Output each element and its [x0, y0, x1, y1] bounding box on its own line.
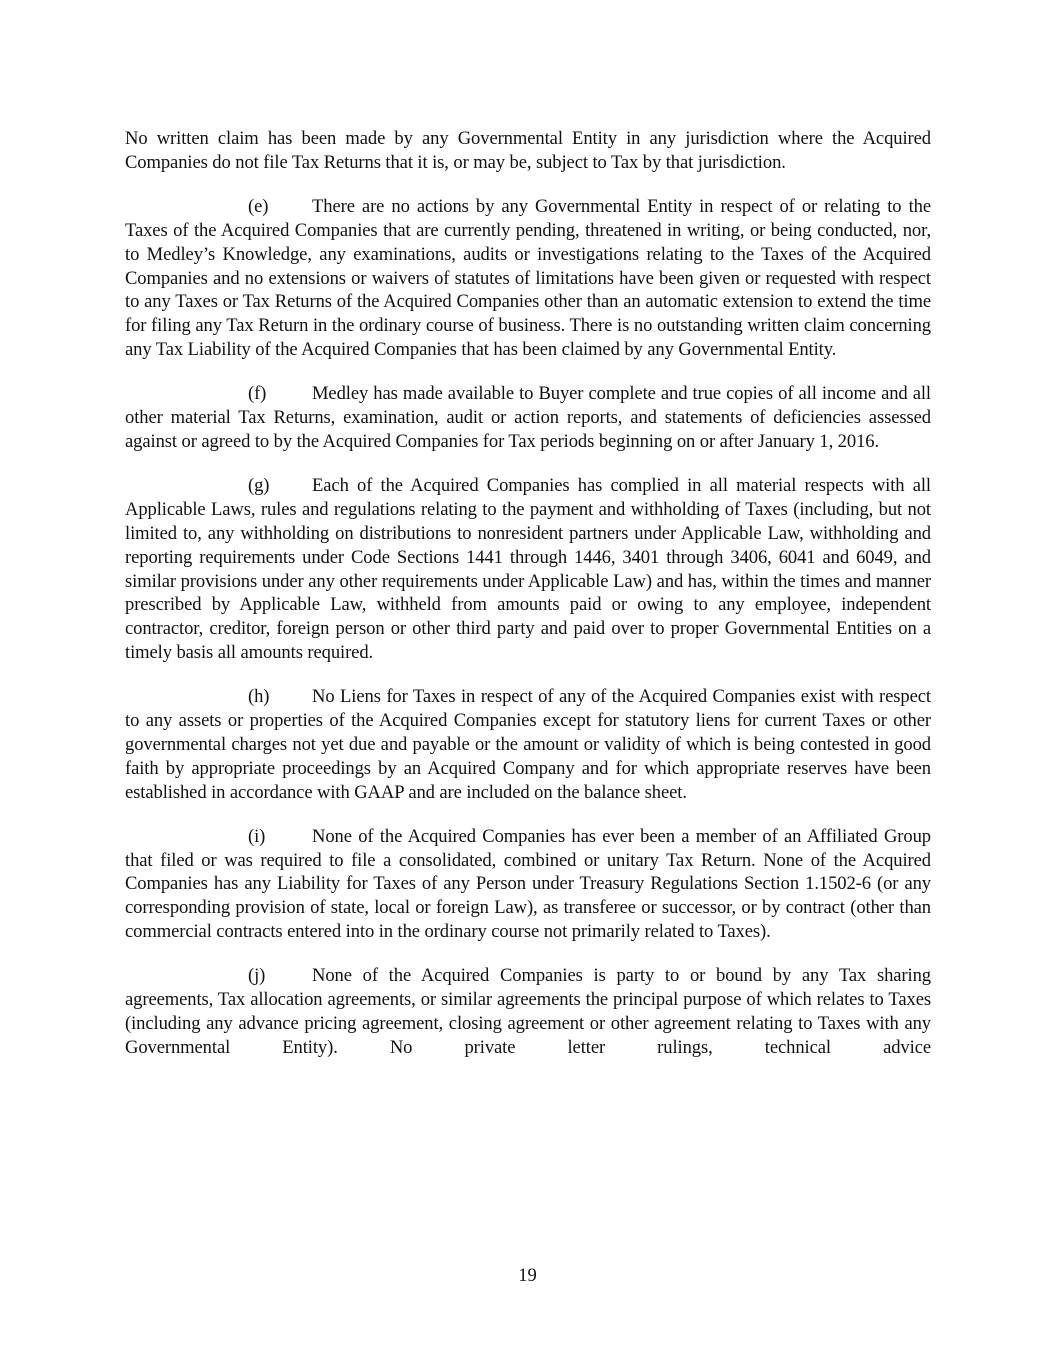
section-text: There are no actions by any Governmental Entity in respect of or relating to the Taxes of the Acquired Companies that are currently pending, threatened in writing, or being conducted, nor, to Medley’s Knowledge, any examinations, audits or investigations relating to the Taxes of the Acquired Companies and no extensions or waivers of statutes of limitations have been given or requested with respect to any Taxes or Tax Returns of the Acquired Companies other than an automatic extension to extend the time for filing any Tax Return in the ordinary course of business. There is no outstanding written claim concerning any Tax Liability of the Acquired Companies that has been claimed by any Governmental Entity.: [125, 195, 931, 361]
continuation-paragraph: No written claim has been made by any Governmental Entity in any jurisdiction where the Acquired Companies do not file Tax Returns that it is, or may be, subject to Tax by that jurisdiction.: [125, 128, 931, 173]
section-h: [125, 685, 931, 805]
section-label: (f): [248, 383, 267, 405]
section-label: (g): [248, 474, 270, 496]
section-e: [125, 195, 931, 362]
section-text: No Liens for Taxes in respect of any of the Acquired Companies exist with respect to any assets or properties of the Acquired Companies except for statutory liens for current Taxes or other governmental charges not yet due and payable or the amount or validity of which is being contested in good faith by appropriate proceedings by an Acquired Company and for which appropriate reserves have been established in accordance with GAAP and are included on the balance sheet.: [125, 686, 931, 803]
section-label: (j): [248, 965, 266, 987]
section-i: [125, 825, 931, 945]
page-number: 19: [518, 1265, 537, 1286]
section-text: None of the Acquired Companies has ever been a member of an Affiliated Group that filed or was required to file a consolidated, combined or unitary Tax Return. None of the Acquired Companies has any Liability for Taxes of any Person under Treasury Regulations Section 1.1502-6 (or any corresponding provision of state, local or foreign Law), as transferee or successor, or by contract (other than commercial contracts entered into in the ordinary course not primarily related to Taxes).: [125, 825, 931, 943]
section-label: (i): [248, 825, 266, 847]
section-f: [125, 382, 931, 454]
section-text: Each of the Acquired Companies has complied in all material respects with all Applicable Laws, rules and regulations relating to the payment and withholding of Taxes (including, but not limited to, any withholding on distributions to nonresident partners under Applicable Law, withholding and reporting requirements under Code Sections 1441 through 1446, 3401 through 3406, 6041 and 6049, and similar provisions under any other requirements under Applicable Law) and has, within the times and manner prescribed by Applicable Law, withheld from amounts paid or owing to any employee, independent contractor, creditor, foreign person or other third party and paid over to proper Governmental Entities on a timely basis all amounts required.: [125, 474, 931, 664]
section-text: None of the Acquired Companies is party to or bound by any Tax sharing agreements, Tax allocation agreements, or similar agreements the principal purpose of which relates to Taxes (including any advance pricing agreement, closing agreement or other agreement relating to Taxes with any Governmental Entity). No private letter rulings, technical advice: [125, 965, 931, 1058]
section-label: (h): [248, 686, 270, 708]
section-label: (e): [248, 195, 269, 217]
section-g: [125, 474, 931, 665]
section-text: Medley has made available to Buyer complete and true copies of all income and all other material Tax Returns, examination, audit or action reports, and statements of deficiencies assessed against or agreed to by the Acquired Companies for Tax periods beginning on or after January 1, 2016.: [125, 383, 931, 452]
document-page: [125, 127, 931, 1080]
section-j: [125, 964, 931, 1060]
